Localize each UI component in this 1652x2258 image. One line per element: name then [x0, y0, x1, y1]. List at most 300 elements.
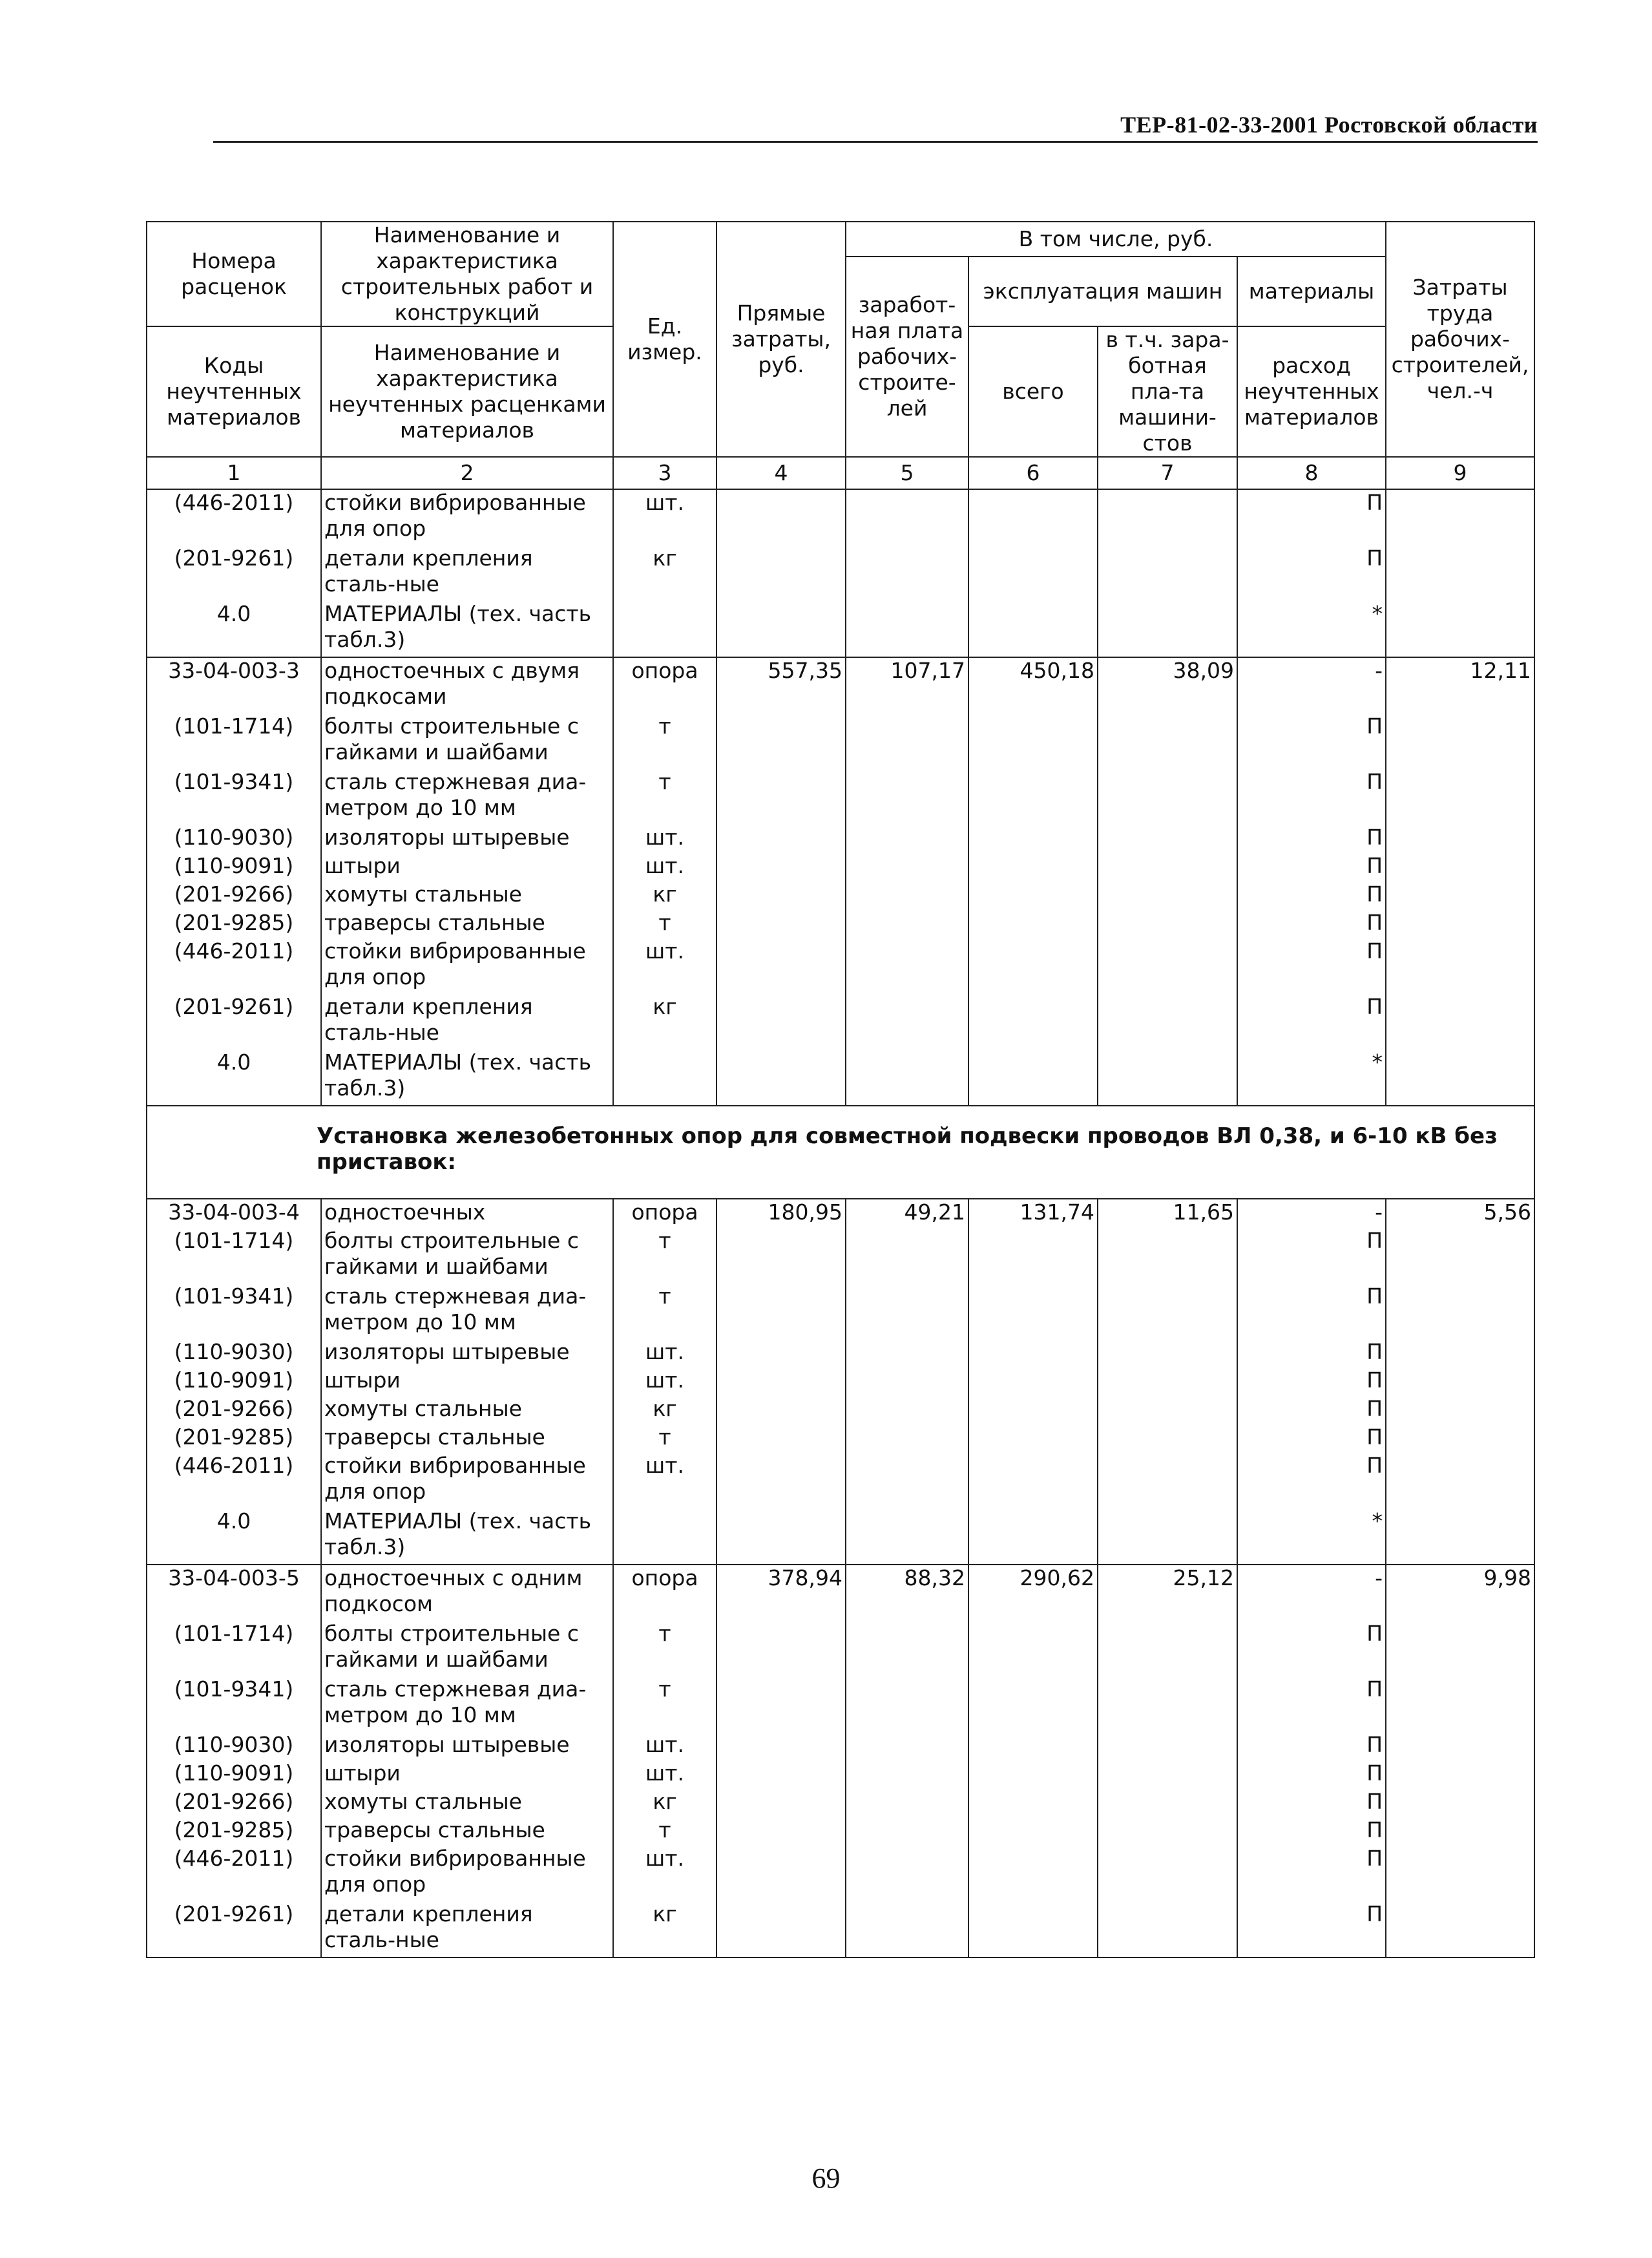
table-row — [147, 601, 1534, 657]
item-name: изоляторы штыревые — [321, 1339, 613, 1367]
direct-costs: 557,35 — [716, 657, 846, 713]
item-name: штыри — [321, 853, 613, 881]
unit: т — [613, 713, 716, 769]
material-code: 4.0 — [147, 1050, 321, 1106]
table-row — [147, 713, 1534, 769]
wage — [846, 1339, 968, 1367]
table-row — [147, 1676, 1534, 1732]
wage — [846, 1508, 968, 1565]
table-row — [147, 1846, 1534, 1901]
header-materials: материалы — [1237, 257, 1386, 326]
machinist-wage — [1098, 1283, 1237, 1339]
table-row — [147, 994, 1534, 1050]
item-name: МАТЕРИАЛЫ (тех. часть табл.3) — [321, 1508, 613, 1565]
wage — [846, 713, 968, 769]
material-code: (446-2011) — [147, 1846, 321, 1901]
labor-costs — [1386, 881, 1534, 910]
materials-mark: * — [1237, 1050, 1386, 1106]
column-number: 8 — [1237, 457, 1386, 489]
machinist-wage — [1098, 1621, 1237, 1676]
table-row — [147, 1199, 1534, 1228]
machines-total — [968, 601, 1098, 657]
table-row — [147, 1424, 1534, 1453]
materials-mark: П — [1237, 1760, 1386, 1789]
unit: т — [613, 1228, 716, 1283]
machinist-wage — [1098, 938, 1237, 994]
wage — [846, 1901, 968, 1957]
item-name: хомуты стальные — [321, 1396, 613, 1424]
document-title: ТЕР-81-02-33-2001 Ростовской области — [1120, 112, 1538, 138]
machinist-wage: 38,09 — [1098, 657, 1237, 713]
header-machinist-wage: в т.ч. зара-ботная пла-та машини-стов — [1098, 326, 1237, 457]
table-row — [147, 489, 1534, 545]
header-unaccounted-materials: расход неучтенных материалов — [1237, 326, 1386, 457]
material-code: (201-9285) — [147, 910, 321, 938]
machinist-wage — [1098, 1367, 1237, 1396]
direct-costs — [716, 1339, 846, 1367]
wage — [846, 601, 968, 657]
materials-mark: П — [1237, 545, 1386, 601]
unit: шт. — [613, 938, 716, 994]
wage — [846, 1789, 968, 1817]
table-row — [147, 1283, 1534, 1339]
machinist-wage — [1098, 853, 1237, 881]
labor-costs: 5,56 — [1386, 1199, 1534, 1228]
header-machines-total: всего — [968, 326, 1098, 457]
labor-costs — [1386, 1760, 1534, 1789]
unit: кг — [613, 994, 716, 1050]
labor-costs — [1386, 1228, 1534, 1283]
material-code: (201-9285) — [147, 1817, 321, 1846]
wage — [846, 1621, 968, 1676]
machinist-wage — [1098, 1901, 1237, 1957]
direct-costs — [716, 489, 846, 545]
table-row — [147, 1453, 1534, 1508]
machines-total — [968, 1396, 1098, 1424]
item-name: болты строительные с гайками и шайбами — [321, 713, 613, 769]
direct-costs — [716, 1817, 846, 1846]
wage — [846, 545, 968, 601]
item-name: стойки вибрированные для опор — [321, 489, 613, 545]
table-row — [147, 1228, 1534, 1283]
labor-costs — [1386, 489, 1534, 545]
material-code: 33-04-003-3 — [147, 657, 321, 713]
materials-mark: П — [1237, 1732, 1386, 1760]
direct-costs — [716, 1424, 846, 1453]
material-code: (101-9341) — [147, 1283, 321, 1339]
material-code: (446-2011) — [147, 938, 321, 994]
unit: шт. — [613, 825, 716, 853]
direct-costs — [716, 825, 846, 853]
section-row — [147, 1106, 1534, 1199]
labor-costs — [1386, 1676, 1534, 1732]
machines-total — [968, 1453, 1098, 1508]
machinist-wage — [1098, 545, 1237, 601]
labor-costs — [1386, 1508, 1534, 1565]
machinist-wage — [1098, 1732, 1237, 1760]
wage — [846, 1050, 968, 1106]
material-code: (101-1714) — [147, 713, 321, 769]
item-name: детали крепления сталь-ные — [321, 545, 613, 601]
materials-mark: * — [1237, 1508, 1386, 1565]
materials-mark: П — [1237, 1396, 1386, 1424]
wage — [846, 1367, 968, 1396]
table-row — [147, 769, 1534, 825]
direct-costs: 378,94 — [716, 1565, 846, 1621]
machines-total — [968, 1901, 1098, 1957]
direct-costs — [716, 1508, 846, 1565]
document-header — [213, 112, 1538, 143]
machines-total — [968, 994, 1098, 1050]
materials-mark: П — [1237, 994, 1386, 1050]
item-name: одностоечных с двумя подкосами — [321, 657, 613, 713]
direct-costs — [716, 713, 846, 769]
machines-total — [968, 1789, 1098, 1817]
header-machines: эксплуатация машин — [968, 257, 1237, 326]
material-code: (110-9030) — [147, 825, 321, 853]
machines-total — [968, 1424, 1098, 1453]
table-row — [147, 1789, 1534, 1817]
direct-costs — [716, 1789, 846, 1817]
labor-costs — [1386, 1339, 1534, 1367]
machines-total — [968, 1508, 1098, 1565]
material-code: (201-9261) — [147, 545, 321, 601]
wage — [846, 881, 968, 910]
table-row — [147, 1621, 1534, 1676]
unit: опора — [613, 1199, 716, 1228]
machinist-wage — [1098, 713, 1237, 769]
materials-mark: П — [1237, 1228, 1386, 1283]
column-number: 6 — [968, 457, 1098, 489]
machinist-wage — [1098, 1508, 1237, 1565]
wage — [846, 994, 968, 1050]
machines-total — [968, 1760, 1098, 1789]
machines-total — [968, 1621, 1098, 1676]
materials-mark: П — [1237, 1453, 1386, 1508]
machines-total — [968, 853, 1098, 881]
machinist-wage: 25,12 — [1098, 1565, 1237, 1621]
header-work-name: Наименование и характеристика строительных работ и конструкций — [321, 222, 613, 326]
machines-total — [968, 489, 1098, 545]
column-number: 2 — [321, 457, 613, 489]
material-code: 4.0 — [147, 1508, 321, 1565]
machines-total — [968, 881, 1098, 910]
table-row — [147, 910, 1534, 938]
labor-costs — [1386, 1732, 1534, 1760]
wage — [846, 489, 968, 545]
item-name: болты строительные с гайками и шайбами — [321, 1228, 613, 1283]
machines-total — [968, 825, 1098, 853]
material-code: (201-9261) — [147, 1901, 321, 1957]
machinist-wage: 11,65 — [1098, 1199, 1237, 1228]
material-code: 33-04-003-4 — [147, 1199, 321, 1228]
materials-mark: П — [1237, 881, 1386, 910]
material-code: (201-9261) — [147, 994, 321, 1050]
unit: т — [613, 769, 716, 825]
material-code: (446-2011) — [147, 1453, 321, 1508]
direct-costs — [716, 1760, 846, 1789]
unit: кг — [613, 1901, 716, 1957]
machinist-wage — [1098, 769, 1237, 825]
wage — [846, 910, 968, 938]
unit — [613, 1050, 716, 1106]
unit: кг — [613, 545, 716, 601]
page-number: 69 — [811, 2162, 841, 2194]
machinist-wage — [1098, 910, 1237, 938]
item-name: стойки вибрированные для опор — [321, 1453, 613, 1508]
table-row — [147, 1732, 1534, 1760]
machines-total — [968, 545, 1098, 601]
labor-costs — [1386, 713, 1534, 769]
labor-costs — [1386, 769, 1534, 825]
header-unit: Ед. измер. — [613, 222, 716, 457]
material-code: 33-04-003-5 — [147, 1565, 321, 1621]
labor-costs — [1386, 1050, 1534, 1106]
material-code: 4.0 — [147, 601, 321, 657]
wage — [846, 1846, 968, 1901]
labor-costs: 9,98 — [1386, 1565, 1534, 1621]
section-title: Установка железобетонных опор для совместной подвески проводов ВЛ 0,38, и 6-10 кВ без приставок: — [147, 1106, 1534, 1199]
item-name: сталь стержневая диа-метром до 10 мм — [321, 1676, 613, 1732]
machinist-wage — [1098, 489, 1237, 545]
wage — [846, 769, 968, 825]
direct-costs — [716, 853, 846, 881]
labor-costs — [1386, 1817, 1534, 1846]
item-name: стойки вибрированные для опор — [321, 938, 613, 994]
direct-costs: 180,95 — [716, 1199, 846, 1228]
header-including: В том числе, руб. — [846, 222, 1386, 257]
column-number: 4 — [716, 457, 846, 489]
item-name: стойки вибрированные для опор — [321, 1846, 613, 1901]
column-number: 1 — [147, 457, 321, 489]
direct-costs — [716, 1901, 846, 1957]
labor-costs — [1386, 1283, 1534, 1339]
direct-costs — [716, 1283, 846, 1339]
unit: кг — [613, 881, 716, 910]
machines-total — [968, 1817, 1098, 1846]
labor-costs — [1386, 825, 1534, 853]
labor-costs — [1386, 994, 1534, 1050]
item-name: траверсы стальные — [321, 910, 613, 938]
direct-costs — [716, 1732, 846, 1760]
item-name: траверсы стальные — [321, 1817, 613, 1846]
material-code: (201-9285) — [147, 1424, 321, 1453]
wage — [846, 1453, 968, 1508]
unit: т — [613, 910, 716, 938]
column-number: 5 — [846, 457, 968, 489]
unit: опора — [613, 657, 716, 713]
material-code: (101-1714) — [147, 1228, 321, 1283]
labor-costs — [1386, 545, 1534, 601]
labor-costs — [1386, 1424, 1534, 1453]
item-name: детали крепления сталь-ные — [321, 1901, 613, 1957]
unit: шт. — [613, 1760, 716, 1789]
item-name: изоляторы штыревые — [321, 1732, 613, 1760]
materials-mark: П — [1237, 713, 1386, 769]
labor-costs: 12,11 — [1386, 657, 1534, 713]
column-number: 3 — [613, 457, 716, 489]
direct-costs — [716, 910, 846, 938]
material-code: (201-9266) — [147, 1789, 321, 1817]
material-code: (101-1714) — [147, 1621, 321, 1676]
labor-costs — [1386, 938, 1534, 994]
machines-total: 290,62 — [968, 1565, 1098, 1621]
labor-costs — [1386, 910, 1534, 938]
materials-mark: П — [1237, 910, 1386, 938]
unit: кг — [613, 1789, 716, 1817]
unit: шт. — [613, 853, 716, 881]
machines-total — [968, 938, 1098, 994]
materials-mark: П — [1237, 489, 1386, 545]
item-name: штыри — [321, 1760, 613, 1789]
wage: 49,21 — [846, 1199, 968, 1228]
wage — [846, 938, 968, 994]
unit: т — [613, 1283, 716, 1339]
direct-costs — [716, 1050, 846, 1106]
materials-mark: П — [1237, 853, 1386, 881]
materials-mark: П — [1237, 1817, 1386, 1846]
material-code: (446-2011) — [147, 489, 321, 545]
direct-costs — [716, 938, 846, 994]
item-name: штыри — [321, 1367, 613, 1396]
materials-mark: - — [1237, 1565, 1386, 1621]
material-code: (110-9091) — [147, 1367, 321, 1396]
wage — [846, 853, 968, 881]
item-name: одностоечных с одним подкосом — [321, 1565, 613, 1621]
material-code: (201-9266) — [147, 1396, 321, 1424]
machines-total — [968, 1050, 1098, 1106]
unit: т — [613, 1424, 716, 1453]
table-row — [147, 1565, 1534, 1621]
unit — [613, 1508, 716, 1565]
labor-costs — [1386, 601, 1534, 657]
machinist-wage — [1098, 825, 1237, 853]
machinist-wage — [1098, 1396, 1237, 1424]
materials-mark: П — [1237, 1846, 1386, 1901]
labor-costs — [1386, 1396, 1534, 1424]
machines-total — [968, 1732, 1098, 1760]
labor-costs — [1386, 1846, 1534, 1901]
direct-costs — [716, 1676, 846, 1732]
material-code: (110-9091) — [147, 1760, 321, 1789]
machines-total — [968, 1676, 1098, 1732]
header-rate-numbers: Номера расценок — [147, 222, 321, 326]
machines-total — [968, 769, 1098, 825]
direct-costs — [716, 545, 846, 601]
machines-total — [968, 910, 1098, 938]
machines-total — [968, 1283, 1098, 1339]
unit: т — [613, 1621, 716, 1676]
materials-mark: П — [1237, 1424, 1386, 1453]
wage: 88,32 — [846, 1565, 968, 1621]
machines-total — [968, 713, 1098, 769]
machinist-wage — [1098, 1760, 1237, 1789]
material-code: (101-9341) — [147, 1676, 321, 1732]
table-row — [147, 1367, 1534, 1396]
item-name: болты строительные с гайками и шайбами — [321, 1621, 613, 1676]
table-row — [147, 1339, 1534, 1367]
table-row — [147, 938, 1534, 994]
direct-costs — [716, 1396, 846, 1424]
material-code: (110-9030) — [147, 1732, 321, 1760]
column-numbers-row — [147, 457, 1534, 489]
header-material-name: Наименование и характеристика неучтенных расценками материалов — [321, 326, 613, 457]
machinist-wage — [1098, 1424, 1237, 1453]
column-number: 7 — [1098, 457, 1237, 489]
machinist-wage — [1098, 1339, 1237, 1367]
materials-mark: П — [1237, 769, 1386, 825]
direct-costs — [716, 769, 846, 825]
wage — [846, 1228, 968, 1283]
labor-costs — [1386, 1367, 1534, 1396]
materials-mark: П — [1237, 1789, 1386, 1817]
item-name: хомуты стальные — [321, 881, 613, 910]
direct-costs — [716, 1367, 846, 1396]
item-name: МАТЕРИАЛЫ (тех. часть табл.3) — [321, 601, 613, 657]
item-name: сталь стержневая диа-метром до 10 мм — [321, 1283, 613, 1339]
item-name: одностоечных — [321, 1199, 613, 1228]
labor-costs — [1386, 1901, 1534, 1957]
unit: шт. — [613, 489, 716, 545]
wage — [846, 1424, 968, 1453]
machines-total — [968, 1367, 1098, 1396]
labor-costs — [1386, 853, 1534, 881]
machinist-wage — [1098, 1846, 1237, 1901]
machinist-wage — [1098, 1453, 1237, 1508]
unit: шт. — [613, 1846, 716, 1901]
table-row — [147, 1396, 1534, 1424]
direct-costs — [716, 994, 846, 1050]
wage — [846, 1676, 968, 1732]
table-row — [147, 1817, 1534, 1846]
materials-mark: П — [1237, 1901, 1386, 1957]
unit: т — [613, 1817, 716, 1846]
labor-costs — [1386, 1789, 1534, 1817]
machines-total: 450,18 — [968, 657, 1098, 713]
machines-total: 131,74 — [968, 1199, 1098, 1228]
direct-costs — [716, 881, 846, 910]
machines-total — [968, 1228, 1098, 1283]
item-name: хомуты стальные — [321, 1789, 613, 1817]
wage — [846, 825, 968, 853]
machinist-wage — [1098, 1817, 1237, 1846]
item-name: сталь стержневая диа-метром до 10 мм — [321, 769, 613, 825]
direct-costs — [716, 1453, 846, 1508]
table-row — [147, 825, 1534, 853]
materials-mark: - — [1237, 657, 1386, 713]
header-wage: заработ-ная плата рабочих-строите-лей — [846, 257, 968, 457]
machines-total — [968, 1339, 1098, 1367]
table-row — [147, 853, 1534, 881]
table-row — [147, 1050, 1534, 1106]
direct-costs — [716, 1846, 846, 1901]
wage — [846, 1760, 968, 1789]
direct-costs — [716, 1621, 846, 1676]
machinist-wage — [1098, 1789, 1237, 1817]
machinist-wage — [1098, 994, 1237, 1050]
wage — [846, 1396, 968, 1424]
table-row — [147, 545, 1534, 601]
wage — [846, 1817, 968, 1846]
materials-mark: П — [1237, 1676, 1386, 1732]
materials-mark: П — [1237, 825, 1386, 853]
table-row — [147, 1901, 1534, 1957]
machinist-wage — [1098, 881, 1237, 910]
materials-mark: * — [1237, 601, 1386, 657]
wage: 107,17 — [846, 657, 968, 713]
table-row — [147, 657, 1534, 713]
table-row — [147, 1760, 1534, 1789]
